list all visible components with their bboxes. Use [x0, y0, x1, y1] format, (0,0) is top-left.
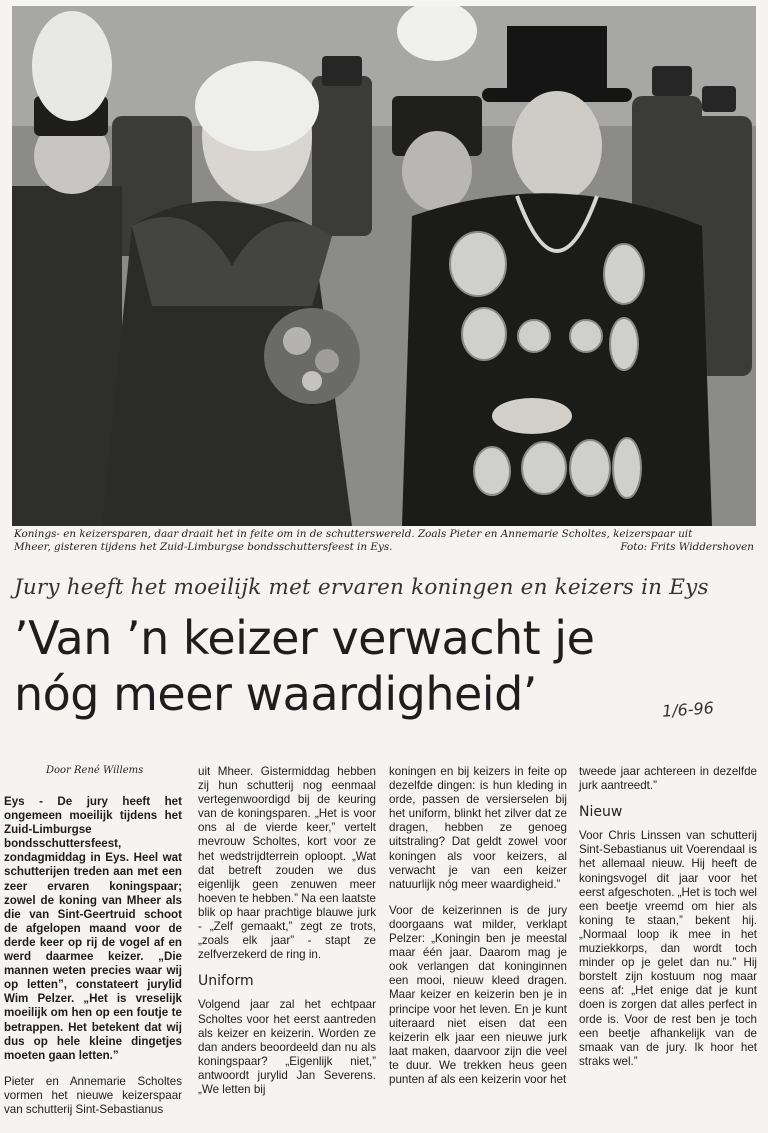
paragraph: tweede jaar achtereen in dezelfde jurk aantreedt.” [579, 765, 757, 793]
photo-credit: Foto: Frits Widdershoven [620, 541, 754, 553]
photo-caption [14, 528, 754, 554]
paragraph: uit Mheer. Gistermiddag hebben zij hun schutterij nog eenmaal vertegenwoordigd bij de keuring van de koningsparen. „Het is voor ons al de vierde keer,” vertelt mevrouw Scholtes, kort voor ze het wedstrijdterrein oploopt. „Wat dat betreft zouden we dus eigenlijk geen zenuwen meer hoeven te hebben.” Na een laatste blik op haar prachtige blauwe jurk - „Zelf gemaakt,” zegt ze trots, „zoals elk jaar” - stapt ze zelfverzekerd de ring in. [198, 765, 376, 962]
news-photo [12, 6, 756, 526]
caption-line-1: Konings- en keizersparen, daar draait het in feite om in de schutterswereld. Zoals Pieter en Annemarie Scholtes, keizerspaar uit [14, 528, 693, 540]
article-column-2 [198, 765, 376, 1109]
article-headline [14, 610, 754, 722]
subheading-nieuw: Nieuw [579, 804, 623, 821]
caption-line-2: Mheer, gisteren tijdens het Zuid-Limburgse bondsschuttersfeest in Eys. [14, 541, 393, 553]
article-column-1 [4, 795, 182, 1129]
photo-illustration [12, 6, 756, 526]
headline-line-2: nóg meer waardigheid’ [14, 667, 537, 721]
paragraph: koningen en bij keizers in feite op dezelfde dingen: is hun kleding in orde, passen de versierselen bij het uniform, blinkt het zilver dat ze dragen, hebben ze genoeg uitstraling? Dat geldt zowel voor koningen als voor keizers, al verwacht je van een keizer natuurlijk nóg meer waardigheid.” [389, 765, 567, 891]
paragraph: Voor Chris Linssen van schutterij Sint-Sebastianus uit Voerendaal is het allemaal nieuw. Hij heeft de koningsvogel dit jaar voor het eerst afgeschoten. „Het is toch wel een beetje vreemd om hier als koning te staan,” bekent hij. „Normaal loop ik mee in het muziekkorps, dan wordt toch minder op je gelet dan nu.” Hij borstelt zijn kostuum nog maar eens af: „Het enige dat je kunt doen is zorgen dat alles perfect in orde is. Voor de rest ben je toch een beetje afhankelijk van de smaak van de jury. Ik hoor het straks wel.” [579, 829, 757, 1068]
paragraph: Pieter en Annemarie Scholtes vormen het nieuwe keizerspaar van schutterij Sint-Sebastianus [4, 1074, 182, 1116]
subheading-uniform: Uniform [198, 973, 254, 990]
article-kicker: Jury heeft het moeilijk met ervaren koningen en keizers in Eys [14, 575, 709, 600]
byline: Door René Willems [46, 765, 144, 776]
paragraph: Voor de keizerinnen is de jury doorgaans wat milder, verklapt Pelzer: „Koningin ben je meestal maar één jaar. Daarom mag je ook verlangen dat koninginnen een mooi, nieuw kleed dragen. Maar keizer en keizerin ben je in principe voor het leven. En je kunt uiteraard niet eisen dat een keizerin elk jaar een nieuwe jurk laat maken, daarvoor zijn die veel te duur. We trekken heus geen punten af als een keizerin voor het [389, 903, 567, 1086]
article-column-3 [389, 765, 567, 1099]
lead-paragraph: Eys - De jury heeft het ongemeen moeilijk tijdens het Zuid-Limburgse bondsschuttersfeest, zondagmiddag in Eys. Heel wat schutterijen treden aan met een zeer ervaren koningspaar; zowel de koning van Mheer als die van Sint-Geertruid schoot de afgelopen maand voor de derde keer op rij de vogel af en werd daarmee keizer. „Die mannen weten precies waar wij op letten”, constateert jurylid Wim Pelzer. „Het is vreselijk moeilijk om hen op een foutje te betrappen. Het betekent dat wij dus op hele kleine dingetjes moeten gaan letten.” [4, 795, 182, 1062]
handwritten-date: 1/6-96 [661, 698, 715, 721]
headline-line-1: ’Van ’n keizer verwacht je [14, 611, 595, 665]
paragraph: Volgend jaar zal het echtpaar Scholtes voor het eerst aantreden als keizer en keizerin. Worden ze dan anders beoordeeld dan nu als koningspaar? „Eigenlijk niet,” antwoordt jurylid Jan Severens. „We letten bij [198, 998, 376, 1096]
article-column-4 [579, 765, 757, 1081]
